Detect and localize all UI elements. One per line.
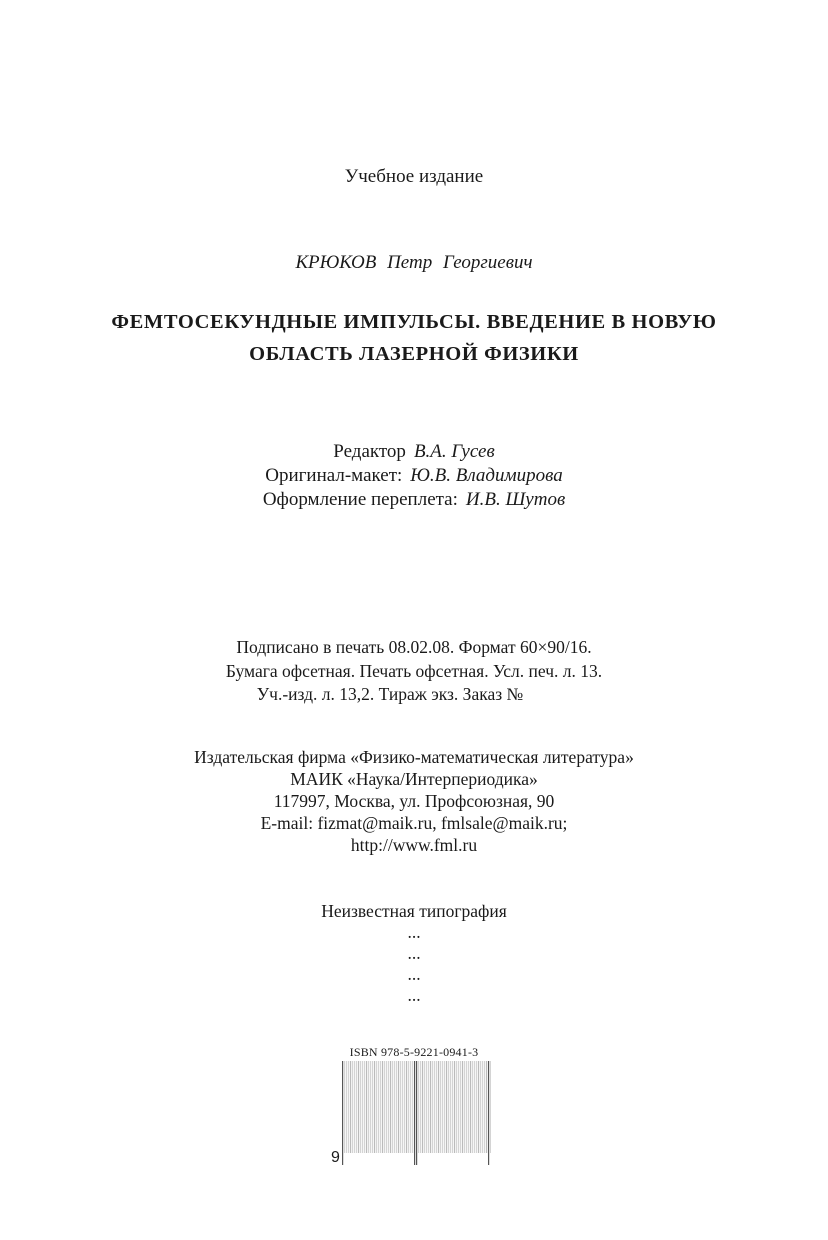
publisher-line: E-mail: fizmat@maik.ru, fmlsale@maik.ru;: [260, 813, 568, 833]
barcode: [331, 1061, 491, 1167]
publisher-line: http://www.fml.ru: [350, 835, 478, 855]
credit-person: И.В. Шутов: [465, 489, 566, 510]
publisher-info: [0, 746, 828, 856]
printer-line: ...: [407, 943, 421, 963]
print-info: [0, 636, 828, 707]
publisher-line: Издательская фирма «Физико-математическая литература»: [194, 747, 634, 767]
author-patronymic: Георгиевич: [442, 252, 533, 273]
credit-role: Оригинал-макет:: [265, 465, 403, 486]
printer-line: ...: [407, 985, 421, 1005]
print-info-line: Бумага офсетная. Печать офсетная. Усл. печ. л. 13.: [225, 660, 603, 681]
publisher-line: 117997, Москва, ул. Профсоюзная, 90: [273, 791, 555, 811]
credit-layout: [0, 464, 828, 488]
publisher-line: МАИК «Наука/Интерпериодика»: [290, 769, 538, 789]
author-surname: КРЮКОВ: [295, 252, 377, 273]
credit-editor: [0, 440, 828, 464]
printer-line: ...: [407, 922, 421, 942]
barcode-digit: 9: [331, 1149, 340, 1166]
credit-role: Оформление переплета:: [262, 489, 458, 510]
book-title: [0, 306, 828, 370]
printer-name: Неизвестная типография: [321, 901, 507, 921]
credit-cover-design: [0, 488, 828, 512]
credit-person: Ю.В. Владимирова: [410, 465, 563, 486]
author-name: [0, 252, 828, 274]
book-title-line-2: ОБЛАСТЬ ЛАЗЕРНОЙ ФИЗИКИ: [249, 343, 579, 365]
credit-role: Редактор: [333, 441, 406, 462]
edition-label: Учебное издание: [344, 166, 484, 187]
author-given-name: Петр: [387, 252, 433, 273]
printer-line: ...: [407, 964, 421, 984]
credit-person: В.А. Гусев: [413, 441, 495, 462]
book-title-line-1: ФЕМТОСЕКУНДНЫЕ ИМПУЛЬСЫ. ВВЕДЕНИЕ В НОВУЮ: [111, 311, 717, 333]
isbn-label: ISBN 978-5-9221-0941-3: [349, 1045, 479, 1059]
print-info-line: Уч.-изд. л. 13,2. Тираж экз. Заказ №: [256, 684, 524, 704]
credits-block: [0, 440, 828, 512]
print-info-line: Подписано в печать 08.02.08. Формат 60×90/16.: [236, 637, 592, 657]
printer-info: [0, 901, 828, 1006]
barcode-bars: [342, 1061, 491, 1165]
